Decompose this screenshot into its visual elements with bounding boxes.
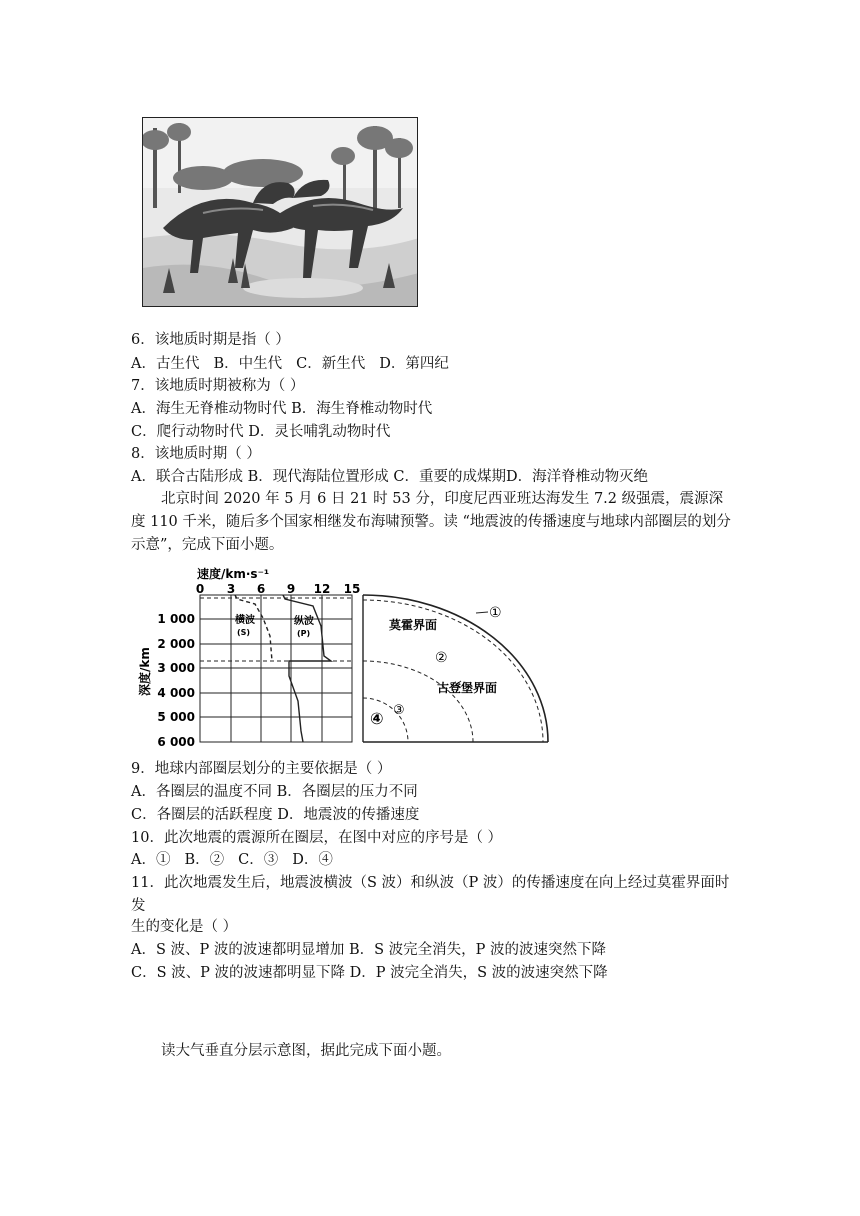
- depth-tick: 2 000: [157, 637, 195, 651]
- speed-tick: 6: [256, 582, 266, 596]
- speed-tick: 9: [286, 582, 296, 596]
- speed-tick: 0: [195, 582, 205, 596]
- passage-atmosphere: 读大气垂直分层示意图，据此完成下面小题。: [161, 1043, 451, 1059]
- marker-1: ①: [489, 605, 502, 621]
- q6-option-a[interactable]: A．古生代: [131, 356, 200, 372]
- p-wave-tag: (P): [297, 629, 311, 638]
- speed-axis-label: 速度/km·s⁻¹: [197, 567, 270, 581]
- q6-option-b[interactable]: B．中生代: [213, 356, 283, 372]
- question-9-stem: 9．地球内部圈层划分的主要依据是（ ）: [131, 761, 392, 777]
- question-6-stem: 6．该地质时期是指（ ）: [131, 332, 290, 348]
- q9-options-row1[interactable]: A．各圈层的温度不同 B．各圈层的压力不同: [131, 784, 418, 800]
- q6-option-c[interactable]: C．新生代: [296, 356, 366, 372]
- s-wave-label: 横波: [235, 615, 255, 626]
- depth-tick: 3 000: [157, 661, 195, 675]
- q6-option-d[interactable]: D．第四纪: [379, 356, 449, 372]
- speed-tick: 15: [343, 582, 361, 596]
- gutenberg-label: 古登堡界面: [437, 681, 498, 695]
- q11-options-row2[interactable]: C．S 波、P 波的波速都明显下降 D．P 波完全消失，S 波的波速突然下降: [131, 965, 608, 981]
- s-wave-tag: (S): [237, 628, 251, 637]
- question-6-options: [131, 354, 449, 374]
- marker-2: ②: [435, 650, 448, 666]
- seismic-wave-figure: [131, 566, 561, 752]
- q10-option-a[interactable]: A．①: [131, 852, 171, 868]
- q7-options-row2[interactable]: C．爬行动物时代 D．灵长哺乳动物时代: [131, 424, 391, 440]
- passage-earthquake: 北京时间 2020 年 5 月 6 日 21 时 53 分，印度尼西亚班达海发生 7.2 级强震，震源深度 110 千米，随后多个国家相继发布海啸预警。读 “地震波的传播速度与地球内部圈层的划分示意”，完成下面小题。: [131, 491, 731, 553]
- marker-4: ④: [370, 709, 384, 728]
- moho-label: 莫霍界面: [389, 618, 438, 632]
- depth-axis-label: 深度/km: [138, 647, 152, 696]
- seismic-diagram-icon: [131, 566, 561, 748]
- q8-options-row1[interactable]: A．联合古陆形成 B．现代海陆位置形成 C．重要的成煤期D．海洋脊椎动物灭绝: [131, 469, 649, 485]
- q10-option-b[interactable]: B．②: [184, 852, 225, 868]
- depth-tick: 6 000: [157, 735, 195, 748]
- question-7-stem: 7．该地质时期被称为（ ）: [131, 378, 305, 394]
- question-11-stem: 11．此次地震发生后，地震波横波（S 波）和纵波（P 波）的传播速度在向上经过莫霍界面时发: [131, 875, 730, 914]
- depth-tick: 4 000: [157, 686, 195, 700]
- question-10-stem: 10．此次地震的震源所在圈层，在图中对应的序号是（ ）: [131, 830, 503, 846]
- question-11-stem-cont: 生的变化是（ ）: [131, 919, 238, 935]
- dinosaur-scene-icon: [143, 118, 418, 307]
- p-wave-label: 纵波: [294, 616, 314, 627]
- depth-tick: 5 000: [157, 710, 195, 724]
- question-8-stem: 8．该地质时期（ ）: [131, 446, 261, 462]
- speed-tick: 12: [313, 582, 331, 596]
- q10-option-c[interactable]: C．③: [238, 852, 279, 868]
- question-10-options: [131, 850, 333, 870]
- q7-options-row1[interactable]: A．海生无脊椎动物时代 B．海生脊椎动物时代: [131, 401, 433, 417]
- marker-3: ③: [393, 703, 405, 718]
- q10-option-d[interactable]: D．④: [292, 852, 333, 868]
- dinosaur-illustration: [142, 117, 418, 307]
- depth-tick: 1 000: [157, 612, 195, 626]
- speed-tick: 3: [226, 582, 236, 596]
- q11-options-row1[interactable]: A．S 波、P 波的波速都明显增加 B．S 波完全消失，P 波的波速突然下降: [131, 942, 607, 958]
- q9-options-row2[interactable]: C．各圈层的活跃程度 D．地震波的传播速度: [131, 807, 420, 823]
